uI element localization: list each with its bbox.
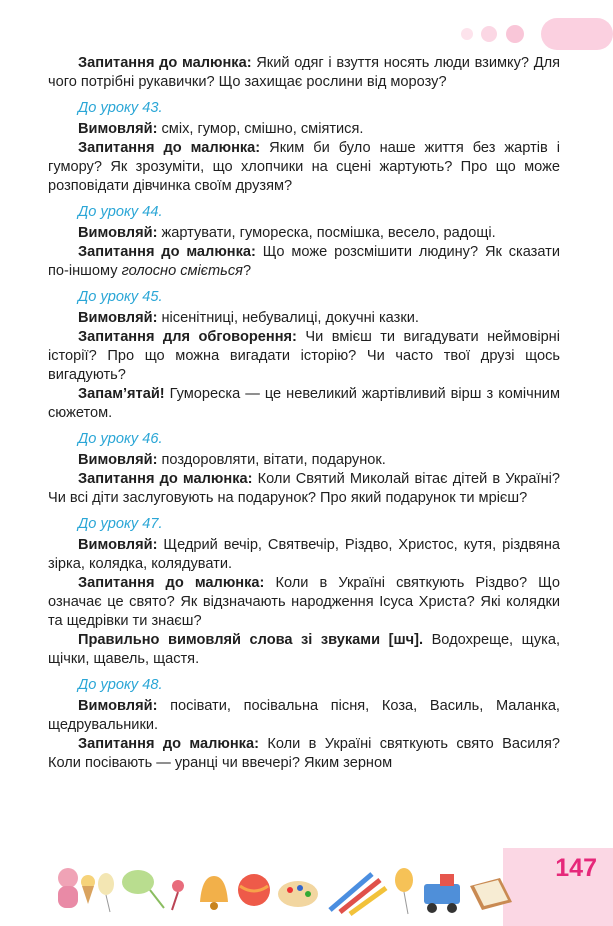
paragraph-lead: Вимовляй: — [78, 310, 158, 326]
paragraph-lead: Запитання до малюнка: — [78, 575, 265, 591]
paragraph-text: Гумореска — це невеликий жартівливий вірш з комічним сюжетом. — [48, 386, 560, 421]
paragraph — [48, 735, 560, 773]
paragraph-lead: Запитання до малюнка: — [78, 55, 252, 71]
paragraph — [48, 243, 560, 281]
paragraph-lead: Запитання до малюнка: — [78, 736, 259, 752]
paragraph-lead: Запитання до малюнка: — [78, 140, 261, 156]
doll-icon — [58, 868, 78, 908]
paragraph-italic: голосно сміється — [121, 263, 243, 279]
paragraph — [48, 451, 560, 470]
lesson-heading: До уроку 43. — [78, 100, 163, 116]
rattle-icon — [172, 880, 184, 910]
lesson-heading: До уроку 48. — [78, 677, 163, 693]
paragraph-lead: Запитання до малюнка: — [78, 471, 253, 487]
paragraph-text: Чи вмієш ти вигадувати неймовірні історії? Про що можна вигадати історію? Чи часто твої друзі щось вигадують? — [48, 329, 560, 383]
balloon-icon — [395, 868, 413, 914]
book-icon — [470, 878, 512, 910]
paragraph — [48, 54, 560, 92]
paragraph-text: поздоровляти, вітати, подарунок. — [157, 452, 386, 468]
paragraph — [48, 309, 560, 328]
toy-train-icon — [424, 874, 460, 913]
page-content — [48, 54, 560, 773]
paragraph-tail: ? — [242, 263, 252, 279]
paragraph-lead: Запитання до малюнка: — [78, 244, 256, 260]
paragraph-text: Коли в Україні святкують свято Василя? Коли посівають — уранці чи ввечері? Яким зерном — [48, 736, 560, 771]
paragraph — [48, 697, 560, 735]
toys-decoration-band — [0, 856, 613, 926]
paragraph-text: Що може розсмішити людину? Як сказати по-іншому — [48, 244, 560, 279]
paragraph — [48, 139, 560, 196]
paragraph-lead: Запам’ятай! — [78, 386, 165, 402]
paragraph-lead: Вимовляй: — [78, 698, 158, 714]
header-decoration — [453, 18, 613, 50]
paragraph-text: Коли в Україні святкують Різдво? Що означає це свято? Як відзначають народження Ісуса Христа? Які колядки та щедрівки ти знаєш? — [48, 575, 560, 629]
paragraph — [48, 470, 560, 508]
bell-icon — [200, 876, 228, 910]
paragraph — [48, 536, 560, 574]
paragraph-lead: Правильно вимовляй слова зі звуками [шч]. — [78, 632, 424, 648]
paragraph-text: нісенітниці, небувалиці, докучні казки. — [157, 310, 419, 326]
balloon-icon — [98, 873, 114, 912]
paragraph-lead: Вимовляй: — [78, 452, 158, 468]
paragraph-lead: Вимовляй: — [78, 225, 158, 241]
paragraph — [48, 631, 560, 669]
ball-icon — [238, 874, 270, 906]
paragraph — [48, 385, 560, 423]
paragraph-text: посівати, посівальна пісня, Коза, Василь, Маланка, щедрувальники. — [48, 698, 560, 733]
paragraph-lead: Запитання для обговорення: — [78, 329, 297, 345]
paragraph — [48, 120, 560, 139]
lesson-heading: До уроку 46. — [78, 431, 163, 447]
ice-cream-icon — [81, 875, 95, 904]
rattle-icon — [122, 870, 164, 908]
paragraph — [48, 224, 560, 243]
paragraph — [48, 328, 560, 385]
paragraph-lead: Вимовляй: — [78, 537, 158, 553]
paragraph-text: Щедрий вечір, Святвечір, Різдво, Христос, кутя, різдвяна зірка, колядка, колядувати. — [48, 537, 560, 572]
paragraph-text: Яким би було наше життя без жартів і гумору? Як зрозуміти, що хлопчики на сцені жартують? Про що може розповідати дівчинка своїм друзям? — [48, 140, 560, 194]
paragraph-text: жартувати, гумореска, посмішка, весело, радощі. — [157, 225, 496, 241]
lesson-heading: До уроку 47. — [78, 516, 163, 532]
paragraph-text: сміх, гумор, смішно, сміятися. — [157, 121, 364, 137]
lesson-heading: До уроку 44. — [78, 204, 163, 220]
page-number: 147 — [555, 854, 597, 882]
lesson-heading: До уроку 45. — [78, 289, 163, 305]
paragraph-lead: Вимовляй: — [78, 121, 158, 137]
pencils-icon — [330, 874, 386, 914]
palette-icon — [278, 881, 318, 907]
paragraph-text: Який одяг і взуття носять люди взимку? Для чого потрібні рукавички? Що захищає рослини від морозу? — [48, 55, 561, 90]
paragraph-text: Водохреще, щука, щічки, щавель, щастя. — [48, 632, 560, 667]
paragraph — [48, 574, 560, 631]
paragraph-text: Коли Святий Миколай вітає дітей в Україні? Чи всі діти заслуговують на подарунок? Про який подарунок ти мрієш? — [48, 471, 561, 506]
